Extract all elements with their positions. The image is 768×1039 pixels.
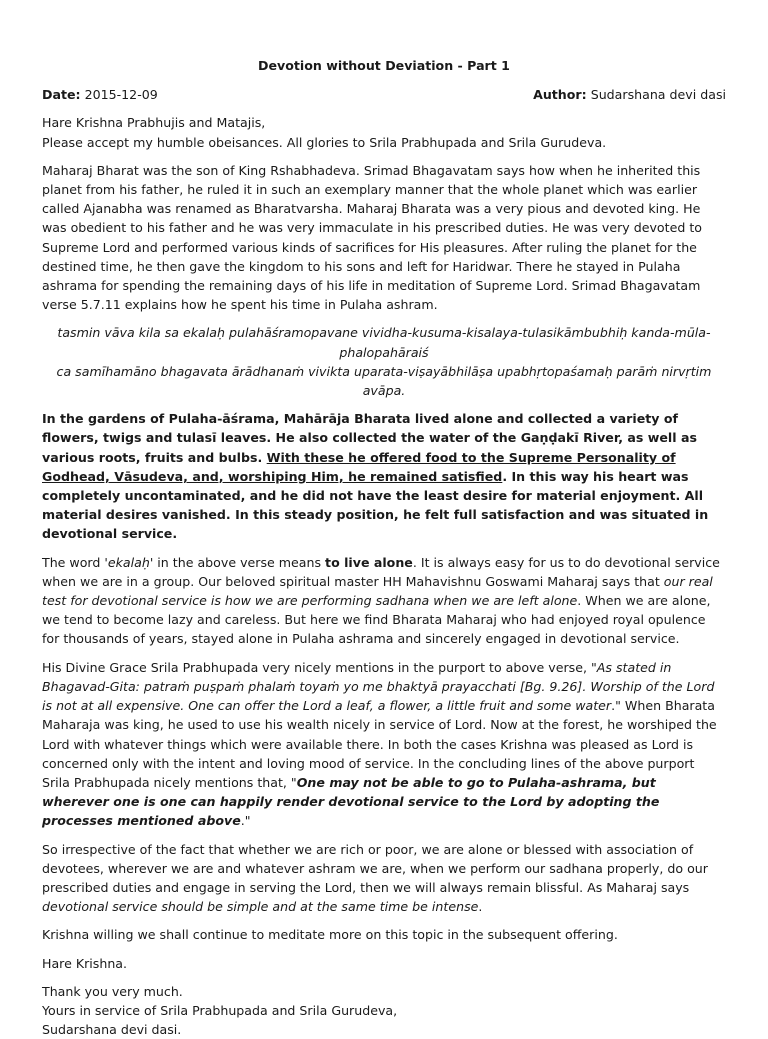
paragraph-purport xyxy=(42,658,726,831)
greeting-line-2: Please accept my humble obeisances. All glories to Srila Prabhupada and Srila Gurudeva. xyxy=(42,134,607,150)
translation-underlined: With these he offered food to the Supreme Personality of Godhead, Vāsudeva, and, worshiping Him, he remained satisfied xyxy=(42,449,676,484)
quote-bold-italic: One may not be able to go to Pulaha-ashrama, but wherever one is one can happily render devotional service to the Lord by adopting the processes mentioned above xyxy=(42,774,660,829)
closing xyxy=(42,982,726,1039)
paragraph-continue: Krishna willing we shall continue to meditate more on this topic in the subsequent offering. xyxy=(42,927,618,943)
date-line xyxy=(42,85,158,104)
sanskrit-verse xyxy=(42,323,726,400)
date-label: Date: xyxy=(42,87,81,103)
greeting xyxy=(42,113,726,151)
closing-line-2: Yours in service of Srila Prabhupada and Srila Gurudeva, xyxy=(42,1002,398,1018)
quote-italic: As stated in Bhagavad-Gita: patraṁ puṣpaṁ phalaṁ toyaṁ yo me bhaktyā prayacchati [Bg. 9.26]. Worship of the Lord is not at all expensive. One can offer the Lord a leaf, a flower, a little fruit and some water xyxy=(42,659,715,714)
verse-translation xyxy=(42,409,726,543)
author-value: Sudarshana devi dasi xyxy=(590,87,726,103)
greeting-line-1: Hare Krishna Prabhujis and Matajis, xyxy=(42,115,266,131)
emphasis-bold: to live alone xyxy=(325,554,413,570)
quote-italic: devotional service should be simple and at the same time be intense xyxy=(42,899,479,915)
text-span: So irrespective of the fact that whether we are rich or poor, we are alone or blessed with association of devotees, wherever we are and whatever ashram we are, when we perform our sadhana properly, do our prescribed duties and engage in serving the Lord, then we will always remain blissful. As Maharaj says xyxy=(42,841,708,895)
text-span: The word ' xyxy=(42,554,108,570)
verse-line-2: ca samīhamāno bhagavata ārādhanaṁ vivikta uparata-viṣayābhilāṣa upabhṛtopaśamaḥ parāṁ nirvṛtim avāpa. xyxy=(56,363,712,399)
document-title: Devotion without Deviation - Part 1 xyxy=(258,58,510,73)
translation-part-1: In the gardens of Pulaha-āśrama, Mahārāja Bharata lived alone and collected a variety of flowers, twigs and tulasī leaves. He also collected the water of the Gaṇḍakī River, as well as various roots, fruits and bulbs. xyxy=(42,411,697,465)
signature-name: Sudarshana devi dasi. xyxy=(42,1022,182,1038)
text-span: ." xyxy=(240,813,251,829)
sanskrit-word: ekalaḥ xyxy=(107,554,150,570)
text-span: . When we are alone, we tend to become lazy and careless. But here we find Bharata Maharaj who had enjoyed royal opulence for thousands of years, stayed alone in Pulaha ashrama and sincerely engaged in devotional service. xyxy=(42,593,711,647)
paragraph-hare-krishna: Hare Krishna. xyxy=(42,955,128,971)
date-value: 2015-12-09 xyxy=(84,87,158,103)
author-label: Author: xyxy=(533,87,587,103)
text-span: ." When Bharata Maharaja was king, he used to use his wealth nicely in service of Lord. Now at the forest, he worshiped the Lord with whatever things which were available there. In both the cases Krishna was pleased as Lord is concerned only with the intent and loving mood of service. In the concluding lines of the above purport Srila Prabhupada nicely mentions that, " xyxy=(42,698,717,790)
text-span: . xyxy=(478,899,483,915)
paragraph-intro: Maharaj Bharat was the son of King Rshabhadeva. Srimad Bhagavatam says how when he inherited this planet from his father, he ruled it in such an exemplary manner that the whole planet which was earlier called Ajanabha was renamed as Bharatvarsha. Maharaj Bharata was a very pious and devoted king. He was obedient to his father and he was very immaculate in his prescribed duties. He was very devoted to Supreme Lord and performed various kinds of sacrifices for His pleasures. After ruling the planet for the destined time, he then gave the kingdom to his sons and left for Haridwar. There he stayed in Pulaha ashrama for spending the remaining days of his life in meditation of Supreme Lord. Srimad Bhagavatam verse 5.7.11 explains how he spent his time in Pulaha ashram. xyxy=(42,162,702,313)
translation-part-2: . In this way his heart was completely uncontaminated, and he did not have the least desire for material enjoyment. All material desires vanished. In this steady position, he felt full satisfaction and was situated in devotional service. xyxy=(42,468,709,542)
text-span: ' in the above verse means xyxy=(149,554,326,570)
document-meta xyxy=(42,85,726,104)
text-span: His Divine Grace Srila Prabhupada very nicely mentions in the purport to above verse, " xyxy=(42,659,597,675)
quote-italic: our real test for devotional service is how we are performing sadhana when we are left alone xyxy=(42,573,713,609)
verse-line-1: tasmin vāva kila sa ekalaḥ pulahāśramopavane vividha-kusuma-kisalaya-tulasikāmbubhiḥ kanda-mūla-phalopahāraiś xyxy=(57,325,711,360)
paragraph-conclusion xyxy=(42,840,726,917)
text-span: . It is always easy for us to do devotional service when we are in a group. Our beloved spiritual master HH Mahavishnu Goswami Maharaj says that xyxy=(42,554,720,589)
closing-line-1: Thank you very much. xyxy=(42,983,183,999)
paragraph-ekalah xyxy=(42,553,726,649)
author-line xyxy=(533,85,726,104)
